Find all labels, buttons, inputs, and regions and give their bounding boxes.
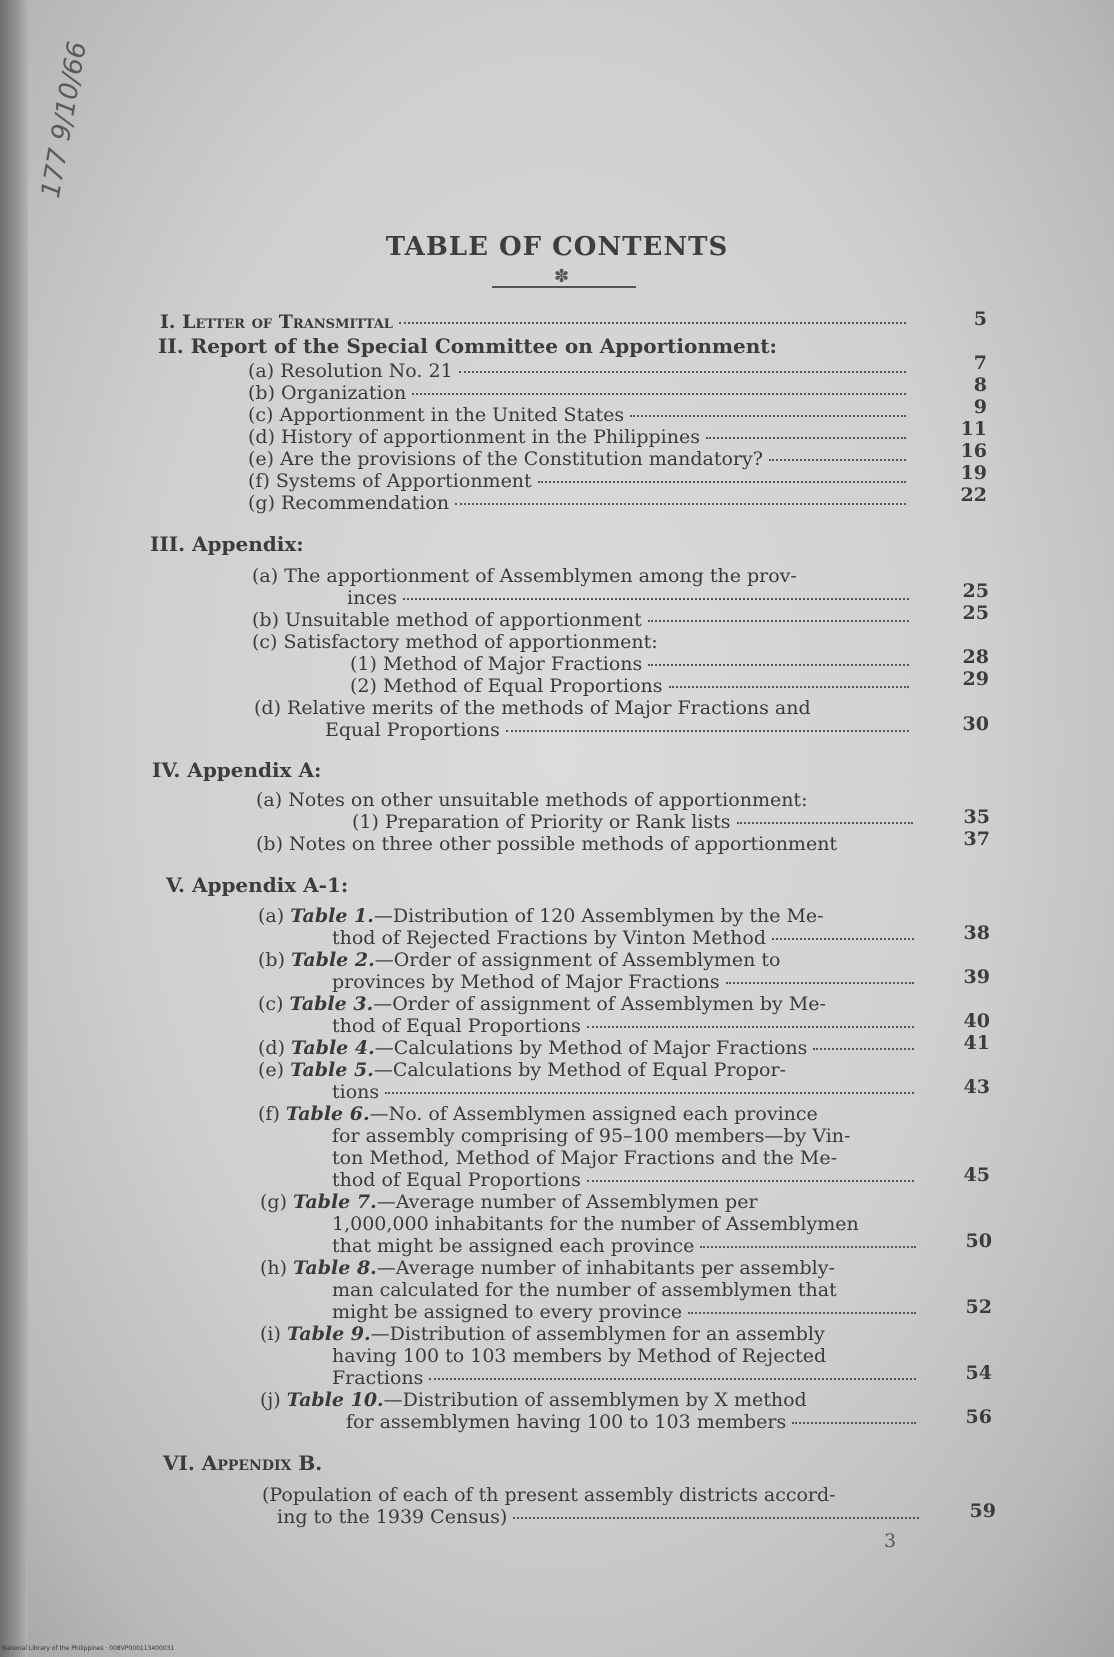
page-ref: 19 bbox=[960, 462, 987, 484]
toc-entry-line: (c) Satisfactory method of apportionment: bbox=[252, 631, 658, 653]
toc-entry-line: (f) Table 6.—No. of Assemblymen assigned each province bbox=[258, 1103, 818, 1125]
page-ref: 45 bbox=[963, 1164, 990, 1186]
page-ref: 40 bbox=[963, 1010, 990, 1032]
toc-entry[interactable]: (b) Notes on three other possible methods of apportionment bbox=[256, 833, 838, 855]
toc-entry-line: (d) Relative merits of the methods of Major Fractions and bbox=[254, 697, 811, 719]
toc-entry[interactable]: I. Letter of Transmittal bbox=[160, 311, 912, 333]
toc-entry[interactable]: (f) Systems of Apportionment bbox=[248, 470, 912, 492]
toc-entry-line: man calculated for the number of assemblymen that bbox=[332, 1279, 837, 1301]
handwritten-note: 177 9/10/66 bbox=[36, 39, 94, 201]
page-ref: 59 bbox=[969, 1500, 996, 1522]
page-ref: 22 bbox=[960, 484, 987, 506]
page-ref: 35 bbox=[963, 806, 990, 828]
toc-entry-line: for assembly comprising of 95–100 members—by Vin- bbox=[332, 1125, 851, 1147]
page-ref: 56 bbox=[965, 1406, 992, 1428]
page-ref: 38 bbox=[963, 922, 990, 944]
page-title: TABLE OF CONTENTS bbox=[385, 232, 729, 262]
page-ref: 7 bbox=[973, 352, 987, 374]
toc-entry-line: (h) Table 8.—Average number of inhabitants per assembly- bbox=[260, 1257, 835, 1279]
toc-entry[interactable]: (d) History of apportionment in the Philippines bbox=[248, 426, 912, 448]
toc-entry[interactable]: Equal Proportions bbox=[325, 719, 915, 741]
toc-entry-line: (Population of each of th present assembly districts accord- bbox=[262, 1484, 836, 1506]
page-ref: 39 bbox=[963, 966, 990, 988]
toc-entry[interactable]: (2) Method of Equal Proportions bbox=[350, 675, 915, 697]
page-ref: 11 bbox=[960, 418, 987, 440]
section-heading: V. Appendix A-1: bbox=[166, 873, 349, 897]
page-ref: 30 bbox=[962, 713, 989, 735]
toc-entry[interactable]: ing to the 1939 Census) bbox=[277, 1506, 925, 1528]
toc-entry[interactable]: for assemblymen having 100 to 103 members bbox=[346, 1411, 922, 1433]
section-heading: III. Appendix: bbox=[150, 532, 304, 556]
page-ref: 41 bbox=[963, 1032, 990, 1054]
toc-entry[interactable]: Fractions bbox=[332, 1367, 922, 1389]
page-ref: 25 bbox=[962, 580, 989, 602]
toc-entry[interactable]: (g) Recommendation bbox=[248, 492, 912, 514]
toc-entry-line: (i) Table 9.—Distribution of assemblymen for an assembly bbox=[260, 1323, 825, 1345]
toc-entry-line: (a) The apportionment of Assemblymen among the prov- bbox=[252, 565, 797, 587]
page-ref: 9 bbox=[973, 396, 987, 418]
toc-entry[interactable]: tions bbox=[332, 1081, 920, 1103]
page-ref: 43 bbox=[963, 1076, 990, 1098]
star-ornament-icon: ✽ bbox=[554, 266, 570, 287]
section-heading: II. Report of the Special Committee on Apportionment: bbox=[158, 334, 777, 358]
page-ref: 52 bbox=[965, 1296, 992, 1318]
toc-entry[interactable]: (b) Organization bbox=[248, 382, 912, 404]
page-ref: 5 bbox=[973, 308, 987, 330]
section-heading: VI. Appendix B. bbox=[163, 1451, 323, 1475]
toc-entry-line: having 100 to 103 members by Method of Rejected bbox=[332, 1345, 827, 1367]
toc-entry[interactable]: provinces by Method of Major Fractions bbox=[332, 971, 920, 993]
page-ref: 29 bbox=[962, 668, 989, 690]
page-ref: 25 bbox=[962, 602, 989, 624]
toc-entry[interactable]: that might be assigned each province bbox=[332, 1235, 922, 1257]
toc-entry-line: (a) Notes on other unsuitable methods of apportionment: bbox=[256, 789, 808, 811]
page-ref: 54 bbox=[965, 1362, 992, 1384]
toc-entry[interactable]: might be assigned to every province bbox=[332, 1301, 922, 1323]
section-heading: IV. Appendix A: bbox=[152, 758, 322, 782]
toc-entry[interactable]: (a) Resolution No. 21 bbox=[248, 360, 912, 382]
page-ref: 37 bbox=[963, 828, 990, 850]
toc-entry-line: (e) Table 5.—Calculations by Method of Equal Propor- bbox=[258, 1059, 786, 1081]
toc-entry-line: (c) Table 3.—Order of assignment of Assemblymen by Me- bbox=[258, 993, 826, 1015]
toc-entry[interactable]: thod of Equal Proportions bbox=[332, 1015, 920, 1037]
toc-entry[interactable]: thod of Rejected Fractions by Vinton Method bbox=[332, 927, 920, 949]
toc-entry[interactable]: (c) Apportionment in the United States bbox=[248, 404, 912, 426]
page-number: 3 bbox=[884, 1530, 897, 1552]
toc-entry[interactable]: inces bbox=[347, 587, 915, 609]
page-ref: 50 bbox=[965, 1230, 992, 1252]
toc-entry[interactable]: (e) Are the provisions of the Constitution mandatory? bbox=[248, 448, 912, 470]
page-ref: 8 bbox=[973, 374, 987, 396]
toc-entry[interactable]: (d) Table 4.—Calculations by Method of Major Fractions bbox=[258, 1037, 920, 1059]
toc-entry-line: 1,000,000 inhabitants for the number of Assemblymen bbox=[332, 1213, 859, 1235]
toc-entry[interactable]: (b) Unsuitable method of apportionment bbox=[252, 609, 915, 631]
page-ref: 28 bbox=[962, 646, 989, 668]
scan-footer: National Library of the Philippines · 008VP000113400031 bbox=[2, 1645, 175, 1652]
title-ornament bbox=[492, 266, 636, 292]
toc-entry-line: (a) Table 1.—Distribution of 120 Assemblymen by the Me- bbox=[258, 905, 824, 927]
toc-entry-line: ton Method, Method of Major Fractions and the Me- bbox=[332, 1147, 838, 1169]
page-ref: 16 bbox=[960, 440, 987, 462]
toc-entry-line: (b) Table 2.—Order of assignment of Assemblymen to bbox=[258, 949, 781, 971]
toc-entry[interactable]: (1) Preparation of Priority or Rank lists bbox=[352, 811, 919, 833]
toc-entry[interactable]: (1) Method of Major Fractions bbox=[350, 653, 915, 675]
toc-entry-line: (g) Table 7.—Average number of Assemblymen per bbox=[260, 1191, 758, 1213]
toc-entry[interactable]: thod of Equal Proportions bbox=[332, 1169, 920, 1191]
toc-entry-line: (j) Table 10.—Distribution of assemblymen by X method bbox=[260, 1389, 807, 1411]
